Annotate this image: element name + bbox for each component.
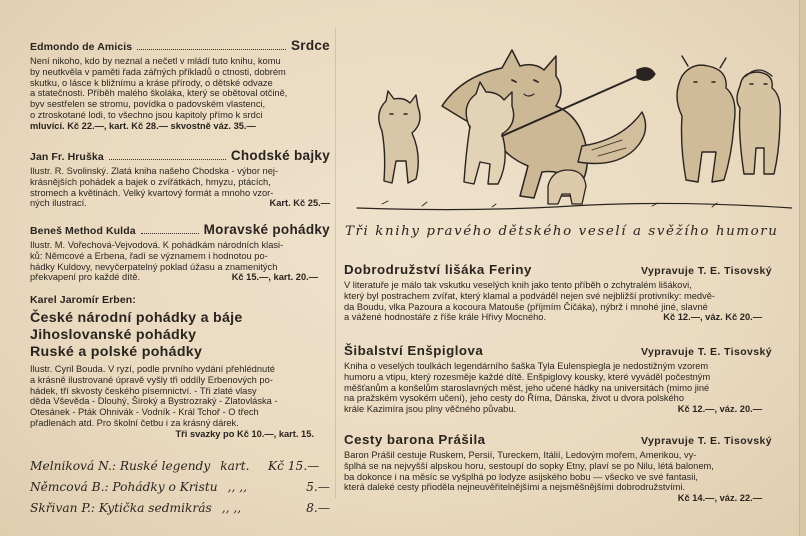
description-line: Kniha o veselých toulkách legendárního šaška Tyla Eulenspiegla je nedostižným vzorem — [344, 361, 709, 371]
description-line: by neutkvěla v paměti řada zářných příkladů o ctnosti, dobrém — [30, 66, 286, 77]
dot-leader — [141, 233, 199, 234]
description-line: skutku, o lásce k bližnímu a kráse přírody, o dětské odvaze — [30, 77, 273, 88]
description-line: který byl postrachem zvířat, který klamal a podváděl nejen své nejbližší protivníky: medvě- — [344, 290, 715, 301]
book-title: Šibalství Enšpiglova — [344, 343, 484, 358]
book-erben — [30, 294, 330, 440]
description-line: ných ilustrací. — [30, 198, 87, 209]
book-description — [30, 364, 330, 429]
description-line: která daleké cesty přioděla nejneuvěřitelnějšími a nejsměšnějšími dobrodružstvími. — [344, 482, 686, 493]
list-item-binding: ,, ,, — [227, 480, 247, 494]
dot-leader — [137, 49, 286, 50]
book-author: Karel Jaromír Erben: — [30, 294, 136, 306]
book-enspiegl — [344, 343, 772, 415]
description-line: V literatuře je málo tak vskutku veselých knih jako tento příběh o zchytralém lišákovi, — [344, 280, 692, 290]
legend-list — [30, 456, 330, 519]
book-price: Kč 12.—, váz. 20.— — [677, 403, 762, 414]
description-line: přadlenách atd. Pro školní četbu i za krásný dárek. — [30, 417, 239, 428]
book-prasil — [344, 432, 772, 504]
list-item-price: 5.— — [306, 480, 330, 494]
description-line: ků: Němcové a Erbena, řadí se významem i hodnotou po- — [30, 250, 268, 261]
book-title: Chodské bajky — [230, 148, 330, 163]
page-edge — [799, 0, 806, 536]
list-item-title: Němcová B.: Pohádky o Kristu — [30, 480, 218, 494]
description-line: a krásně ilustrované úpravě vyšly tři oddíly Erbenových po- — [30, 374, 273, 385]
book-ferina — [344, 262, 772, 323]
description-line: Otesánek - Pták Ohnivák - Vodník - Král Tchoř - O třech — [30, 407, 259, 418]
book-author: Beneš Method Kulda — [30, 225, 136, 237]
book-price: Kč 12.—, váz. Kč 20.— — [663, 312, 762, 323]
book-title: Ruské a polské pohádky — [30, 344, 203, 360]
book-price: mluvící. Kč 22.—, kart. Kč 28.— skvostně váz. 35.— — [30, 120, 256, 131]
book-title: Cesty barona Prášila — [344, 432, 486, 447]
book-description — [30, 56, 330, 121]
description-line: krále Kazimíra jsou plny věčného půvabu. — [344, 404, 517, 415]
fox-and-animals-illustration-icon — [352, 36, 792, 216]
description-line: Není nikoho, kdo by neznal a nečetl v mládí tuto knihu, komu — [30, 56, 281, 66]
description-line: krásnějších pohádek a bajek o zvířátkách, hmyzu, ptácích, — [30, 176, 271, 187]
book-author: Vypravuje T. E. Tisovský — [641, 346, 772, 358]
dot-leader — [109, 159, 226, 160]
description-line: šplhá se na nejvyšší alpskou horu, sestoupí do sopky Etny, plaví se po Nilu, létá balonem, — [344, 460, 714, 471]
book-title: Moravské pohádky — [203, 222, 330, 237]
description-line: hádek, tří skvosty českého písemnictví. - Tři zlaté vlasy — [30, 385, 257, 396]
book-head — [30, 148, 330, 163]
book-price: Tři svazky po Kč 10.—, kart. 15. — [175, 428, 314, 439]
book-moravske — [30, 222, 330, 283]
book-price: Kč 14.—, váz. 22.— — [677, 493, 762, 504]
book-title: České národní pohádky a báje — [30, 310, 243, 326]
list-item-title: Skřivan P.: Kytička sedmikrás — [30, 501, 212, 515]
list-item-binding: ,, ,, — [221, 501, 242, 515]
description-line: a vážené hodnostáře z říše krále Hřivy Mocného. — [344, 312, 547, 323]
description-line: hádky Kuldovy, nevyčerpatelný poklad úžasu a znamenitých — [30, 261, 278, 272]
book-author: Jan Fr. Hruška — [30, 151, 104, 163]
description-line: Ilustr. Cyril Bouda. V ryzí, podle prvního vydání přehlédnuté — [30, 364, 275, 374]
book-title: Jihoslovanské pohádky — [30, 327, 197, 343]
erben-titles — [30, 310, 330, 361]
book-chodske — [30, 148, 330, 209]
book-head — [30, 38, 330, 53]
description-line: o ztroskotané lodi, to všechno jsou kapitoly přímo k srdci — [30, 109, 263, 120]
book-head — [344, 343, 772, 358]
book-price: Kč 15.—, kart. 20.— — [231, 272, 318, 283]
description-line: překvapení pro každé dítě. — [30, 272, 141, 283]
description-line: da Boudu, vlka Pazoura a kocoura Matouše (příjmím Čičáka), nýbrž i mnohé jiné, slavné — [344, 301, 708, 312]
book-price: Kart. Kč 25.— — [269, 198, 330, 209]
list-item-price: 8.— — [306, 501, 330, 515]
description-line: měšťanům a konšelům staroslavných měst, jeho učené hádky na universitách (mimo jiné — [344, 382, 710, 393]
description-line: ba dokonce i na měsíc se vyšplhá po lodyze asijského bobu — všecko ve své fantasii, — [344, 471, 698, 482]
description-line: stromech a květinách. Velký kvartový formát a mnoho vzor- — [30, 187, 274, 198]
book-head — [344, 262, 772, 277]
list-item-title: Melniková N.: Ruské legendy — [30, 459, 211, 473]
list-item-binding: kart. — [220, 459, 250, 473]
book-author: Vypravuje T. E. Tisovský — [641, 265, 772, 277]
list-item — [30, 498, 330, 519]
list-item — [30, 456, 330, 477]
description-line: humoru a vtipu, který rozesměje každé dítě. Enšpiglovy kousky, které vyváděl počestným — [344, 371, 711, 382]
description-line: děda Vševěda - Dlouhý, Široký a Bystrozraký - Zlatovláska - — [30, 396, 278, 407]
description-line: Ilustr. M. Vořechová-Vejvodová. K pohádkám národních klasi- — [30, 240, 284, 250]
description-line: Baron Prášil cestuje Ruskem, Persií, Tureckem, Itálií, Ledovým mořem, Amerikou, vy- — [344, 450, 697, 460]
book-author: Edmondo de Amicis — [30, 41, 133, 53]
description-line: byv sestřelen se stromu, povídka o padovském vlastenci, — [30, 99, 266, 110]
book-title: Srdce — [290, 38, 330, 53]
book-head — [344, 432, 772, 447]
slogan: Tři knihy pravého dětského veselí a svěžího humoru — [345, 224, 779, 239]
list-item — [30, 477, 330, 498]
book-description — [344, 450, 772, 493]
description-line: Ilustr. R. Svolinský. Zlatá kniha našeho Chodska - výbor nej- — [30, 166, 279, 176]
description-line: na pražském vysokém učení), jeho cesty do Říma, Dánska, život u dvora polského — [344, 393, 685, 404]
book-author: Vypravuje T. E. Tisovský — [641, 435, 772, 447]
description-line: a statečnosti. Příběh malého školáka, který se obětoval otčině, — [30, 88, 288, 99]
book-srdce — [30, 38, 330, 132]
list-item-price: Kč 15.— — [268, 459, 320, 473]
book-title: Dobrodružství lišáka Feriny — [344, 262, 532, 277]
column-divider — [335, 28, 336, 498]
book-head — [30, 222, 330, 237]
